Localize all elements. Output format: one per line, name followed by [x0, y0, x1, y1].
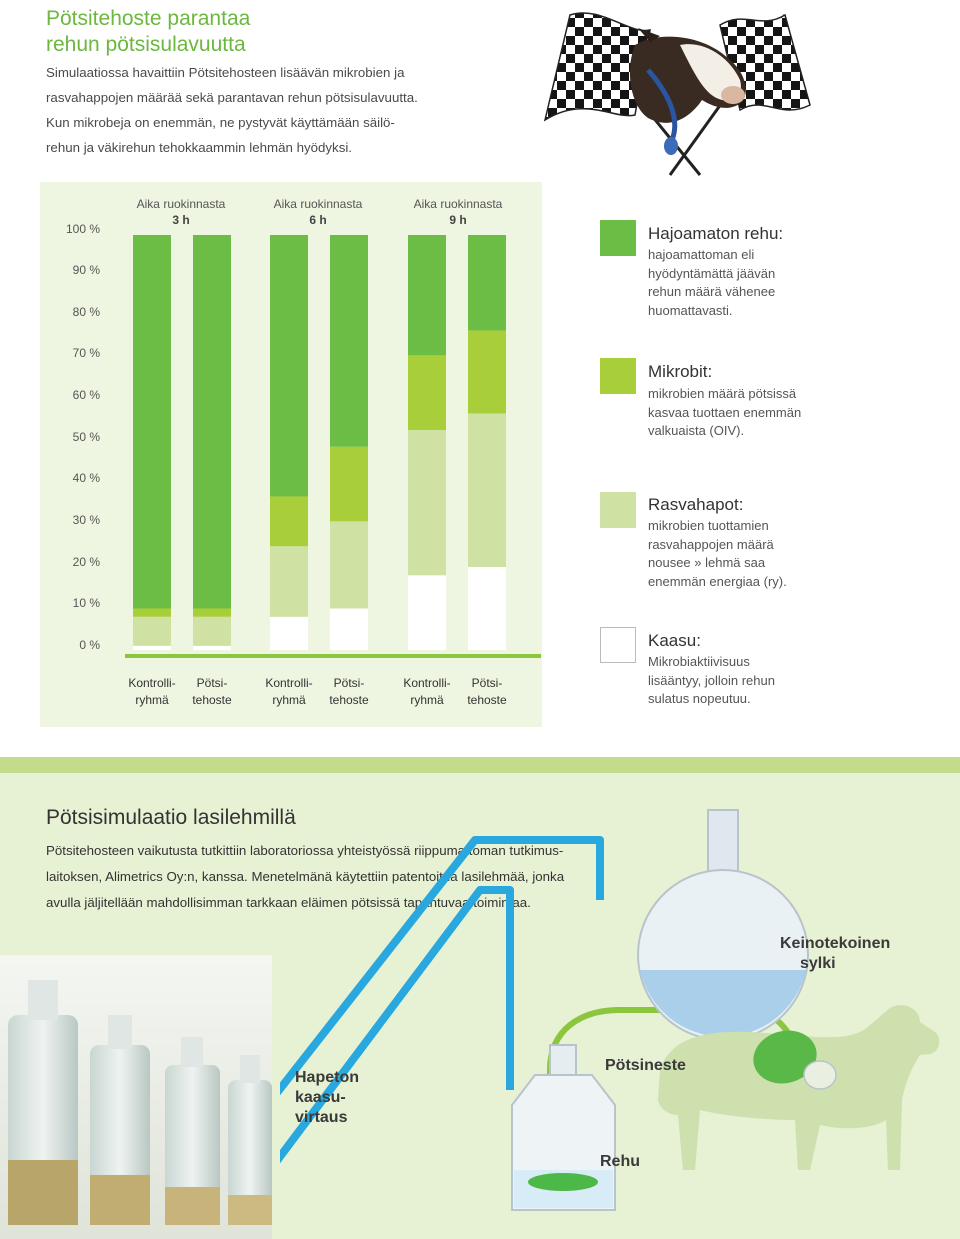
anaerobic-label-2: kaasu- — [295, 1089, 346, 1106]
bar-segment-hajoamaton-rehu — [193, 235, 231, 609]
y-tick: 50 % — [72, 430, 100, 444]
y-tick: 0 % — [79, 638, 100, 652]
bottle — [165, 1037, 220, 1225]
title-line-1: Pötsitehoste parantaa — [46, 7, 251, 30]
group-header-text: Aika ruokinnasta — [273, 197, 363, 211]
bar-label-line: ryhmä — [410, 693, 444, 707]
group-header-text: Aika ruokinnasta — [413, 197, 503, 211]
group-time-label: 9 h — [449, 213, 467, 227]
legend-line: Mikrobiaktiivisuus — [648, 654, 750, 669]
bar-segment-kaasu — [408, 575, 446, 650]
intro-line: rasvahappojen määrää sekä parantavan rehun pötsisulavuutta. — [46, 90, 418, 105]
legend-line: valkuaista (OIV). — [648, 423, 745, 438]
bar-segment-mikrobit — [330, 447, 368, 522]
rumen-bottle — [512, 1045, 615, 1210]
legend-text — [648, 517, 787, 591]
legend-line: hajoamattoman eli — [648, 247, 755, 262]
saliva-flask — [638, 810, 808, 1040]
bar-segment-hajoamaton-rehu — [133, 235, 171, 609]
y-tick: 30 % — [72, 513, 100, 527]
bar-segment-kaasu — [133, 646, 171, 650]
bar-label — [314, 675, 384, 709]
legend-swatch — [600, 220, 636, 256]
legend-title: Rasvahapot: — [648, 495, 744, 514]
y-tick: 70 % — [72, 346, 100, 360]
legend-text — [648, 246, 775, 320]
bar-segment-hajoamaton-rehu — [408, 235, 446, 355]
bar-segment-mikrobit — [193, 609, 231, 617]
bar-segment-kaasu — [330, 609, 368, 651]
bar-segment-kaasu — [468, 567, 506, 650]
lab-bottles-photo — [0, 955, 272, 1239]
section-line: laitoksen, Alimetrics Oy:n, kanssa. Menetelmänä käytettiin patentoitua lasilehmää, jonka — [46, 869, 565, 884]
y-tick: 60 % — [72, 388, 100, 402]
y-tick: 80 % — [72, 305, 100, 319]
stacked-bar-chart — [0, 0, 560, 720]
bar-segment-rasvahapot — [408, 430, 446, 575]
anaerobic-label-1: Hapeton — [295, 1069, 359, 1086]
legend-line: hyödyntämättä jäävän — [648, 265, 776, 281]
legend-line: mikrobien tuottamien — [648, 518, 769, 533]
legend-swatch — [600, 358, 636, 394]
bar-label-line: tehoste — [329, 693, 369, 707]
legend-line: kasvaa tuottaen enemmän — [648, 404, 802, 420]
bar-segment-rasvahapot — [330, 521, 368, 608]
rumen-simulation-diagram — [280, 770, 960, 1239]
intro-line: Simulaatiossa havaittiin Pötsitehosteen lisäävän mikrobien ja — [46, 65, 405, 80]
title-line-2: rehun pötsisulavuutta — [46, 33, 246, 56]
legend-title: Mikrobit: — [648, 362, 713, 381]
bar-label-line: ryhmä — [272, 693, 306, 707]
bar-segment-rasvahapot — [468, 413, 506, 567]
bar-segment-mikrobit — [133, 609, 171, 617]
legend-text — [648, 385, 801, 441]
saliva-label-1: Keinotekoinen — [780, 935, 891, 952]
bar-label-line: Pötsi- — [333, 676, 365, 690]
x-axis-baseline — [125, 654, 541, 658]
group-header-text: Aika ruokinnasta — [136, 197, 226, 211]
y-tick: 40 % — [72, 471, 100, 485]
legend-title: Hajoamaton rehu: — [648, 224, 784, 243]
cow-flags-illustration — [530, 0, 815, 190]
bar-segment-hajoamaton-rehu — [468, 235, 506, 330]
legend-swatch — [600, 492, 636, 528]
bar-segment-rasvahapot — [270, 546, 308, 617]
bar-label-line: Pötsi- — [196, 676, 228, 690]
legend-line: lisääntyy, jolloin rehun — [648, 672, 775, 688]
legend-line: rehun määrä vähenee — [648, 284, 776, 299]
y-tick: 100 % — [65, 222, 100, 236]
legend-line: huomattavasti. — [648, 302, 733, 318]
bottle — [228, 1055, 272, 1225]
bar-label-line: Kontrolli- — [403, 676, 451, 690]
legend-line: enemmän energiaa (ry). — [648, 573, 787, 589]
bar-label — [177, 675, 247, 709]
section-line: Pötsitehosteen vaikutusta tutkittiin laboratoriossa yhteistyössä riippumattoman tutkimus- — [46, 843, 564, 858]
bar-segment-kaasu — [270, 617, 308, 650]
anaerobic-label-3: virtaus — [295, 1109, 348, 1126]
bar-label-line: Kontrolli- — [128, 676, 176, 690]
section-title: Pötsisimulaatio lasilehmillä — [46, 806, 296, 829]
y-tick: 10 % — [72, 596, 100, 610]
legend-line: sulatus nopeutuu. — [648, 691, 751, 706]
bottle — [90, 1015, 150, 1225]
bar-label — [452, 675, 522, 709]
intro-line: Kun mikrobeja on enemmän, ne pystyvät käyttämään säilö- — [46, 115, 395, 130]
rumen-fluid-label: Pötsineste — [605, 1057, 686, 1074]
y-tick: 90 % — [72, 263, 100, 277]
bar-label-line: Pötsi- — [471, 676, 503, 690]
bar-label-line: ryhmä — [135, 693, 169, 707]
feed-label: Rehu — [600, 1153, 640, 1170]
legend-text — [648, 653, 775, 709]
bar-label-line: Kontrolli- — [265, 676, 313, 690]
legend-title: Kaasu: — [648, 631, 701, 650]
bar-segment-kaasu — [193, 646, 231, 650]
bar-segment-mikrobit — [408, 355, 446, 430]
bottle — [8, 980, 78, 1225]
bar-segment-mikrobit — [270, 496, 308, 546]
legend-swatch — [600, 627, 636, 663]
intro-line: rehun ja väkirehun tehokkaammin lehmän hyödyksi. — [46, 140, 352, 155]
bar-segment-mikrobit — [468, 330, 506, 413]
saliva-label-2: sylki — [800, 955, 836, 972]
section-line: avulla jäljitellään mahdollisimman tarkkaan eläimen pötsissä tapahtuvaa toimintaa. — [46, 895, 531, 910]
group-time-label: 3 h — [172, 213, 190, 227]
legend-line: nousee » lehmä saa — [648, 555, 766, 570]
legend-line: rasvahappojen määrä — [648, 536, 774, 552]
legend-line: mikrobien määrä pötsissä — [648, 386, 797, 401]
y-tick: 20 % — [72, 555, 100, 569]
bar-segment-hajoamaton-rehu — [270, 235, 308, 496]
group-time-label: 6 h — [309, 213, 327, 227]
bar-segment-rasvahapot — [133, 617, 171, 646]
bar-label-line: tehoste — [467, 693, 507, 707]
bar-segment-rasvahapot — [193, 617, 231, 646]
bar-label-line: tehoste — [192, 693, 232, 707]
bar-segment-hajoamaton-rehu — [330, 235, 368, 447]
